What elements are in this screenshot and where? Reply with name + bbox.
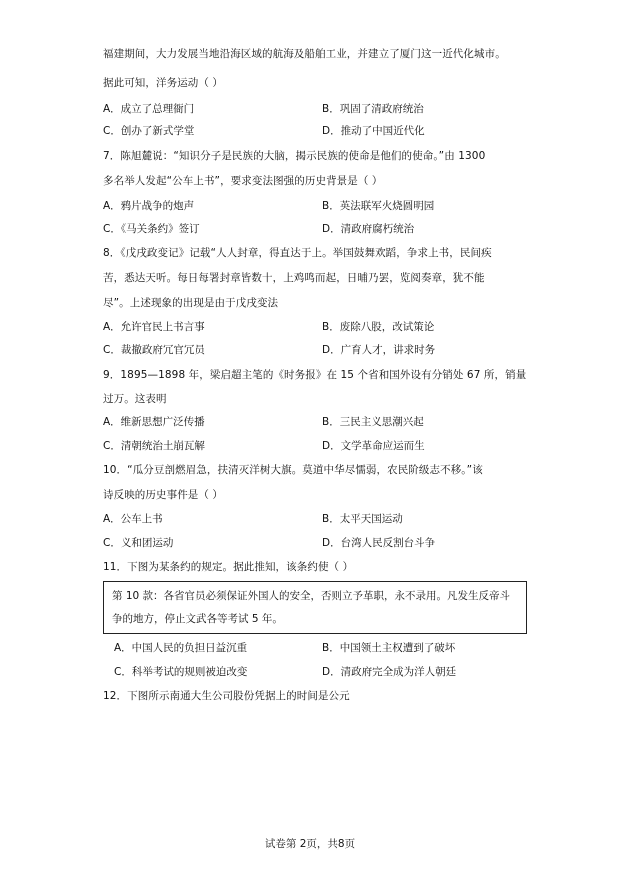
q6-option-c: C．创办了新式学堂 xyxy=(103,125,195,137)
treaty-clause-line-2: 争的地方，停止文武各等考试 5 年。 xyxy=(112,613,283,625)
q7-stem-line-1: 7．陈旭麓说：“知识分子是民族的大脑，揭示民族的使命是他们的使命。”由 1300 xyxy=(103,150,486,162)
q9-option-d: D．文学革命应运而生 xyxy=(322,440,425,452)
q10-option-b: B．太平天国运动 xyxy=(322,513,403,525)
q8-stem-line-2: 苦，悉达天听。每日每署封章皆数十，上鸡鸣而起，日晡乃罢，览阅奏章，犹不能 xyxy=(103,272,485,284)
q8-stem-line-3: 尽”。上述现象的出现是由于戊戌变法 xyxy=(103,297,279,309)
q11-stem-line-1: 11．下图为某条约的规定。据此推知，该条约使（ ） xyxy=(103,561,354,573)
q9-option-c: C．清朝统治土崩瓦解 xyxy=(103,440,205,452)
q10-stem-line-2: 诗反映的历史事件是（ ） xyxy=(103,489,224,501)
q9-option-b: B．三民主义思潮兴起 xyxy=(322,416,424,428)
q6-option-b: B．巩固了清政府统治 xyxy=(322,103,424,115)
q6-stem-line-1: 福建期间，大力发展当地沿海区域的航海及船舶工业，并建立了厦门这一近代化城市。 xyxy=(103,48,506,60)
q6-option-a: A．成立了总理衙门 xyxy=(103,103,195,115)
q11-option-c: C．科举考试的规则被迫改变 xyxy=(114,666,248,678)
q8-option-c: C．裁撤政府冗官冗员 xyxy=(103,344,205,356)
q10-option-c: C．义和团运动 xyxy=(103,537,174,549)
q9-stem-line-2: 过万。这表明 xyxy=(103,393,167,405)
treaty-clause-line-1: 第 10 款：各省官员必须保证外国人的安全，否则立予革职，永不录用。凡发生反帝斗 xyxy=(112,590,511,602)
q7-option-c: C．《马关条约》签订 xyxy=(103,223,200,235)
q9-stem-line-1: 9．1895—1898 年，梁启超主笔的《时务报》在 15 个省和国外设有分销处 67 所，销量 xyxy=(103,369,527,381)
q11-option-a: A．中国人民的负担日益沉重 xyxy=(114,642,248,654)
q9-option-a: A．维新思想广泛传播 xyxy=(103,416,205,428)
q11-option-b: B．中国领土主权遭到了破坏 xyxy=(322,642,456,654)
treaty-clause-box xyxy=(103,581,527,634)
q11-option-d: D．清政府完全成为洋人朝廷 xyxy=(322,666,457,678)
q7-option-d: D．清政府腐朽统治 xyxy=(322,223,415,235)
page-footer: 试卷第 2页，共8页 xyxy=(264,838,356,850)
q7-option-b: B．英法联军火烧圆明园 xyxy=(322,200,435,212)
q8-option-d: D．广育人才，讲求时务 xyxy=(322,344,436,356)
q6-stem-line-2: 据此可知，洋务运动（ ） xyxy=(103,77,224,89)
q10-option-a: A．公车上书 xyxy=(103,513,163,525)
q8-option-b: B．废除八股，改试策论 xyxy=(322,321,435,333)
q10-stem-line-1: 10．“瓜分豆剖燃眉急，扶清灭洋树大旗。莫道中华尽懦弱，农民阶级志不移。”该 xyxy=(103,464,483,476)
q7-stem-line-2: 多名举人发起“公车上书”，要求变法图强的历史背景是（ ） xyxy=(103,175,383,187)
q10-option-d: D．台湾人民反割台斗争 xyxy=(322,537,436,549)
q12-stem-line-1: 12．下图所示南通大生公司股份凭据上的时间是公元 xyxy=(103,690,350,702)
q8-stem-line-1: 8．《戊戌政变记》记载“人人封章，得直达于上。举国鼓舞欢蹈，争求上书，民间疾 xyxy=(103,247,492,259)
q6-option-d: D．推动了中国近代化 xyxy=(322,125,425,137)
q8-option-a: A．允许官民上书言事 xyxy=(103,321,205,333)
q7-option-a: A．鸦片战争的炮声 xyxy=(103,200,195,212)
